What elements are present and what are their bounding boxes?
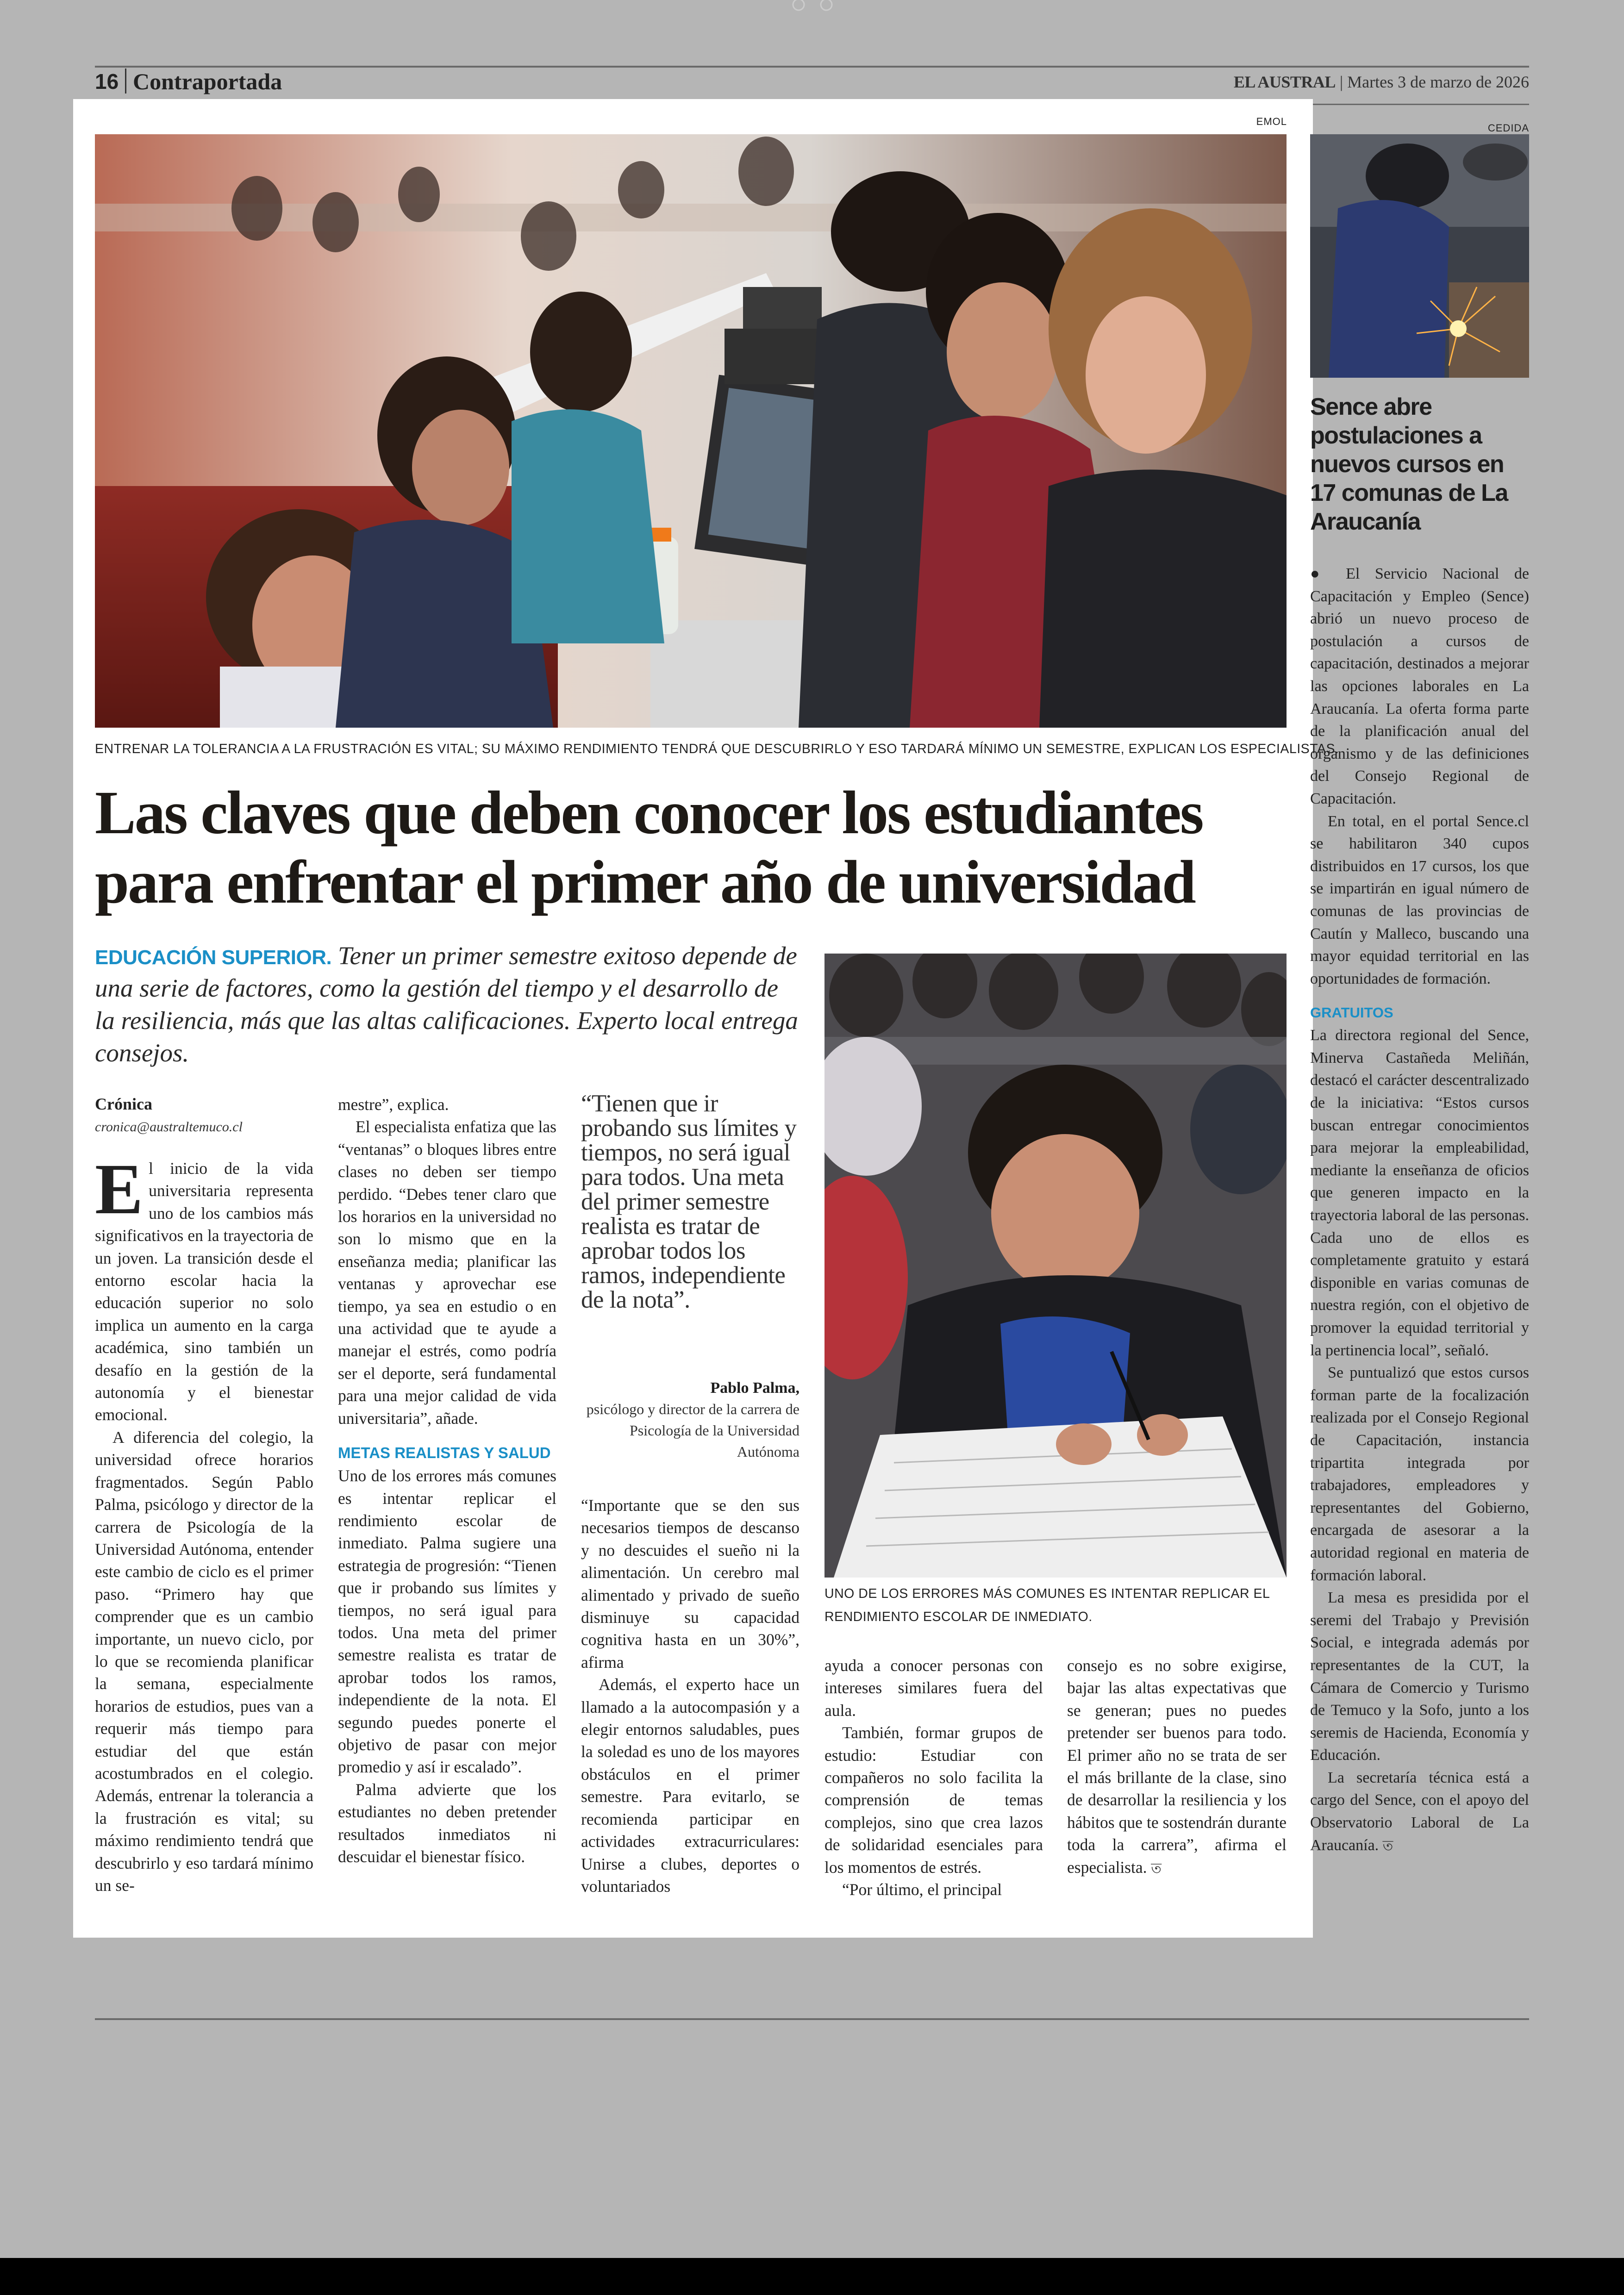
drop-cap: E [95,1149,144,1229]
paragraph: También, formar grupos de estudio: Estudiar con compañeros no solo facilita la comprensión de temas complejos, sino que crea lazos de solidaridad esenciales para los momentos de estrés. [824,1723,1043,1877]
sidebar-headline: Sence abre postulaciones a nuevos cursos en 17 comunas de La Araucanía [1310,393,1508,535]
article-deck [95,940,799,1069]
sidebar-paragraph: En total, en el portal Sence.cl se habilitaron 340 cupos distribuidos en 17 cursos, los que se impartirán en igual número de comunas de las provincias de Cautín y Malleco, buscando una mayor equidad territorial en las oportunidades de formación. [1310,812,1529,987]
issue-date: Martes 3 de marzo de 2026 [1347,73,1529,91]
paragraph: Palma advierte que los estudiantes no deben pretender resultados inmediatos ni descuidar el bienestar físico. [338,1780,556,1866]
paragraph: A diferencia del colegio, la universidad ofrece horarios fragmentados. Según Pablo Palma, psicólogo y director de la carrera de Psicología de la Universidad Autónoma, entender este cambio de ciclo es el primer paso. “Primero hay que comprender que es un cambio importante, un nuevo ciclo, por lo que se recomienda planificar la semana, especialmente horarios de estudios, pues van a requerir más tiempo para estudiar del que están acostumbrados en el colegio. Además, entrenar la tolerancia a la frustración es vital; su máximo rendimiento tendrá que descubrirlo y eso tardará mínimo un se- [95,1428,313,1895]
page-number: 16 [95,69,119,94]
dateline: EL AUSTRAL | Martes 3 de marzo de 2026 [1233,73,1529,91]
sidebar-paragraph: ● El Servicio Nacional de Capacitación y Empleo (Sence) abrió un nuevo proceso de postulación a cursos de capacitación, destinados a mejorar las opciones laborales en La Araucanía. La oferta forma parte de la planificación anual del organismo y de las definiciones del Consejo Regional de Capacitación. [1310,565,1529,807]
quote-attribution-role: psicólogo y director de la carrera de Psicología de la Universidad Autónoma [586,1401,800,1460]
page-bottom-rule [95,2018,1529,2020]
article-headline [95,778,1299,917]
sidebar-paragraph: La secretaría técnica está a cargo del Sence, con el apoyo del Observatorio Laboral de La Araucanía. ত [1310,1769,1529,1854]
main-photo-caption: ENTRENAR LA TOLERANCIA A LA FRUSTRACIÓN ES VITAL; SU MÁXIMO RENDIMIENTO TENDRÁ QUE DESCUBRIRLO Y ESO TARDARÁ MÍNIMO UN SEMESTRE, EXPLICAN LOS ESPECIALISTAS. [95,742,1339,756]
newspaper-name: EL AUSTRAL [1233,73,1336,91]
main-photo-credit: EMOL [1256,116,1287,127]
article-column-2 [338,1093,556,1868]
headline-line-2: para enfrentar el primer año de universidad [95,848,1195,916]
paragraph: consejo es no sobre exigirse, bajar las altas expectativas que se generan; pues no puedes pretender ser buenos para todo. El primer año no se trata de ser el más brillante de la clase, sino de desarrollar la resiliencia y los hábitos que te sostendrán durante toda la carrera”, afirma el especialista. ত [1067,1656,1287,1877]
viewer-bottom-bar [0,2258,1624,2295]
article-kicker: EDUCACIÓN SUPERIOR. [95,946,332,969]
paragraph: ayuda a conocer personas con intereses similares fuera del aula. [824,1656,1043,1720]
sidebar-paragraph: Se puntualizó que estos cursos forman parte de la focalización realizada por el Consejo Regional de Capacitación, instancia tripartita integrada por trabajadores, empleadores y representantes del Gobierno, encargada de asesorar a la autoridad regional en materia de formación laboral. [1310,1364,1529,1584]
section-title: Contraportada [133,69,282,94]
paragraph: Además, el experto hace un llamado a la autocompasión y a elegir entornos saludables, pues la soledad es uno de los mayores obstáculos en el primer semestre. Para evitarlo, se recomienda participar en actividades extracurriculares: Unirse a clubes, deportes o voluntariados [581,1675,800,1896]
quote-attribution-name: Pablo Palma, [710,1379,800,1397]
author-email: cronica@australtemuco.cl [95,1119,243,1135]
students-photo-caption: UNO DE LOS ERRORES MÁS COMUNES ES INTENTAR REPLICAR EL RENDIMIENTO ESCOLAR DE INMEDIATO. [824,1586,1270,1624]
paragraph: “Por último, el principal [842,1880,1002,1899]
sidebar-end-mark: ত [1382,1838,1393,1853]
paragraph: “Importante que se den sus necesarios tiempos de descanso y no descuides el sueño ni la alimentación. Un cerebro mal alimentado y privado de sueño disminuye su capacidad cognitiva hasta en un 30%”, afirma [581,1496,800,1671]
main-photo [95,134,1287,728]
sidebar-column [1310,563,1529,1858]
article-column-1 [95,1092,313,1896]
subhead-metas: METAS REALISTAS Y SALUD [338,1444,551,1462]
paragraph: Uno de los errores más comunes es intentar replicar el rendimiento escolar de inmediato. Palma sugiere una estrategia de progresión: “Tienen que ir probando sus límites y tiempos, no será igual para todos. Una meta del primer semestre realista es tratar de aprobar todos los ramos, independiente de la nota. El segundo puedes ponerte el objetivo de pasar con mejor promedio y así ir escalado”. [338,1466,556,1777]
sidebar-paragraph: La mesa es presidida por el seremi del Trabajo y Previsión Social, e integrada además por representantes de la CUT, la Cámara de Comercio y Turismo de Temuco y la Sofo, junto a los seremis de Hacienda, Economía y Educación. [1310,1589,1529,1764]
lead-paragraph: El inicio de la vida universitaria representa uno de los cambios más significativos en la trayectoria de un joven. La transición desde el entorno escolar hacia la educación superior no solo implica un aumento en la carga académica, sino también un desafío en la gestión de la autonomía y el bienestar emocional. [95,1149,313,1424]
students-exam-photo [824,954,1287,1578]
article-column-4 [824,1654,1043,1901]
sidebar-paragraph: La directora regional del Sence, Minerva Castañeda Meliñán, destacó el carácter descentralizado de la iniciativa: “Estos cursos buscan entregar conocimientos para mejorar la empleabilidad, mediante la enseñanza de oficios que generen impacto en la trayectoria laboral de las personas. Cada uno de ellos es completamente gratuito y estará disponible en varias comunas de nuestra región, con el objetivo de promover la equidad territorial y la pertinencia local”, señaló. [1310,1027,1529,1359]
paragraph: El especialista enfatiza que las “ventanas” o bloques libres entre clases no deben ser tiempo perdido. “Debes tener claro que los horarios en la universidad no son lo mismo que en la enseñanza media; planificar las ventanas y aprovechar ese tiempo, ya sea en estudio o en una actividad que te ayude a manejar el estrés, como podría ser el deporte, será fundamental para una mejor calidad de vida universitaria”, añade. [338,1117,556,1428]
headline-line-1: Las claves que deben conocer los estudiantes [95,778,1203,847]
sidebar-subhead: GRATUITOS [1310,1004,1393,1021]
sidebar-photo-credit: CEDIDA [1487,122,1529,134]
welding-photo [1310,134,1529,378]
article-column-5 [1067,1654,1287,1881]
article-column-3 [581,1494,800,1897]
header-divider [125,69,126,94]
bullet-icon: ● [1310,565,1346,582]
deck-text: Tener un primer semestre exitoso depende de una serie de factores, como la gestión del tiempo y el desarrollo de la resiliencia, más que las altas calificaciones. Experto local entrega consejos. [95,942,798,1067]
paragraph: mestre”, explica. [338,1095,449,1114]
page-indicator-dots [785,0,840,14]
article-end-mark: ত [1151,1860,1162,1876]
header-top-rule [95,66,1529,68]
pull-quote: “Tienen que ir probando sus límites y tiempos, no será igual para todos. Una meta del primer semestre realista es tratar de aprobar todos los ramos, independiente de la nota”. [581,1090,797,1313]
article-author: Crónica [95,1095,152,1113]
